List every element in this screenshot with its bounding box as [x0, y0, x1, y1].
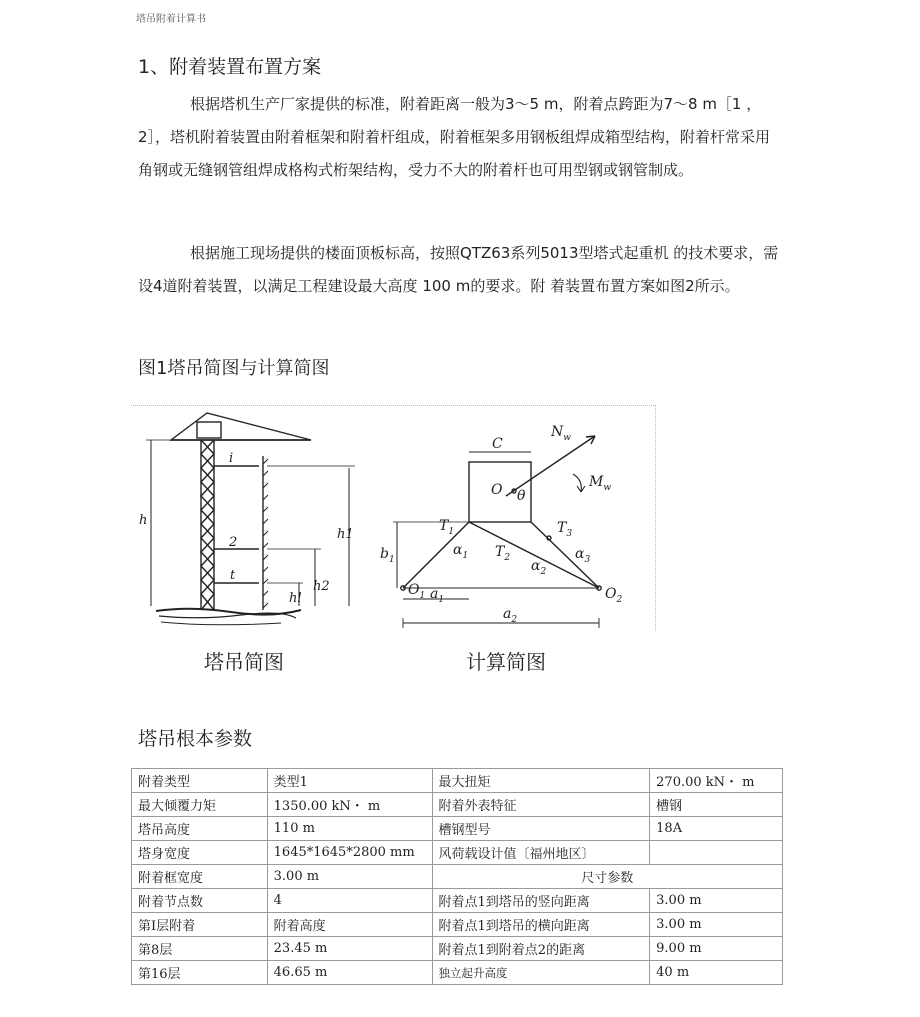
- svg-text:T3: $T_3$: [557, 520, 573, 539]
- svg-text:O2: $O_2$: [605, 586, 623, 605]
- table-cell: 附着框宽度: [132, 865, 268, 889]
- svg-text:i: i: [229, 451, 234, 466]
- table-row: [132, 817, 783, 841]
- table-cell: 最大扭矩: [432, 769, 650, 793]
- table-row: [132, 769, 783, 793]
- svg-text:α3: $\alpha_3$: [575, 546, 591, 565]
- svg-text:h: h: [139, 513, 148, 528]
- table-cell: 塔吊高度: [132, 817, 268, 841]
- svg-text:Mw: $M_w$: [589, 474, 612, 493]
- svg-text:T2: $T_2$: [495, 544, 511, 563]
- table-cell: 附着类型: [132, 769, 268, 793]
- calc-labels: [380, 424, 622, 625]
- table-cell: 4: [267, 889, 432, 913]
- table-cell: 第8层: [132, 937, 268, 961]
- table-cell: 3.00 m: [650, 913, 783, 937]
- table-cell: 18A: [650, 817, 783, 841]
- svg-text:Nw: $N_w$: [551, 424, 571, 443]
- paragraph-1: 根据塔机生产厂家提供的标准，附着距离一般为3～5 m，附着点跨距为7～8 m［1 ，2］，塔机附着装置由附着框架和附着杆组成，附着框架多用钢板组焊成箱型结构，附着杆常采用角钢或无缝钢管组焊成格构式桁架结构，受力不大的附着杆也可用型钢或钢管制成。: [138, 95, 771, 179]
- svg-text:O1: $O_1$: [408, 582, 426, 601]
- table-row: [132, 865, 783, 889]
- table-cell: 110 m: [267, 817, 432, 841]
- table-cell: 附着点1到附着点2的距离: [432, 937, 650, 961]
- svg-text:h1: h1: [337, 527, 354, 542]
- paragraph-2: 根据施工现场提供的楼面顶板标高，按照QTZ63系列5013型塔式起重机 的技术要求，需设4道附着装置，以满足工程建设最大高度 100 m的要求。附 着装置布置方案如图2所示。: [138, 244, 779, 295]
- table-cell: 270.00 kN・ m: [650, 769, 783, 793]
- table-cell: 40 m: [650, 961, 783, 985]
- table-row: [132, 937, 783, 961]
- svg-text:a1: $a_1$: [430, 586, 445, 605]
- svg-text:a2: $a_2$: [503, 606, 518, 625]
- table-cell: 3.00 m: [267, 865, 432, 889]
- figure-caption-calc: 计算简图: [466, 650, 546, 674]
- table-cell: 23.45 m: [267, 937, 432, 961]
- table-cell: 槽钢型号: [432, 817, 650, 841]
- table-row: [132, 889, 783, 913]
- table-cell: 9.00 m: [650, 937, 783, 961]
- table-cell: 独立起升高度: [432, 961, 650, 985]
- section-title: 1、附着装置布置方案: [138, 56, 322, 78]
- table-cell: 最大倾覆力矩: [132, 793, 268, 817]
- table-cell: 1350.00 kN・ m: [267, 793, 432, 817]
- figure-title: 图1塔吊简图与计算简图: [138, 358, 330, 379]
- svg-text:O: O: [491, 482, 503, 498]
- table-cell: 附着点1到塔吊的竖向距离: [432, 889, 650, 913]
- table-cell: 1645*1645*2800 mm: [267, 841, 432, 865]
- table-cell: 附着外表特征: [432, 793, 650, 817]
- table-cell: 塔身宽度: [132, 841, 268, 865]
- table-cell: 附着高度: [267, 913, 432, 937]
- table-cell: 槽钢: [650, 793, 783, 817]
- svg-text:α2: $\alpha_2$: [531, 558, 547, 577]
- table-row: [132, 841, 783, 865]
- svg-text:θ: θ: [517, 488, 526, 504]
- svg-text:T1: $T_1$: [439, 518, 455, 537]
- page-header: 塔吊附着计算书: [136, 14, 206, 25]
- params-title: 塔吊根本参数: [138, 728, 253, 750]
- table-cell: 风荷载设计值〔福州地区〕: [432, 841, 650, 865]
- table-cell: 第16层: [132, 961, 268, 985]
- table-cell: [650, 841, 783, 865]
- table-cell: 3.00 m: [650, 889, 783, 913]
- table-cell: 附着节点数: [132, 889, 268, 913]
- params-table: [131, 768, 783, 985]
- figure-caption-crane: 塔吊简图: [204, 650, 284, 674]
- table-cell: 类型1: [267, 769, 432, 793]
- figure-box: [131, 405, 656, 631]
- crane-diagrams: [131, 406, 655, 631]
- svg-text:hl: hl: [289, 591, 302, 606]
- table-row: [132, 913, 783, 937]
- svg-text:2: 2: [229, 535, 238, 550]
- svg-text:b1: $b_1$: [380, 546, 395, 565]
- table-cell-span: 尺寸参数: [432, 865, 782, 889]
- table-cell: 第I层附着: [132, 913, 268, 937]
- table-cell: 46.65 m: [267, 961, 432, 985]
- svg-text:t: t: [230, 568, 236, 583]
- table-cell: 附着点1到塔吊的横向距离: [432, 913, 650, 937]
- svg-text:h2: h2: [313, 579, 330, 594]
- table-row: [132, 961, 783, 985]
- svg-text:α1: $\alpha_1$: [453, 542, 469, 561]
- table-row: [132, 793, 783, 817]
- svg-text:C: C: [492, 436, 503, 452]
